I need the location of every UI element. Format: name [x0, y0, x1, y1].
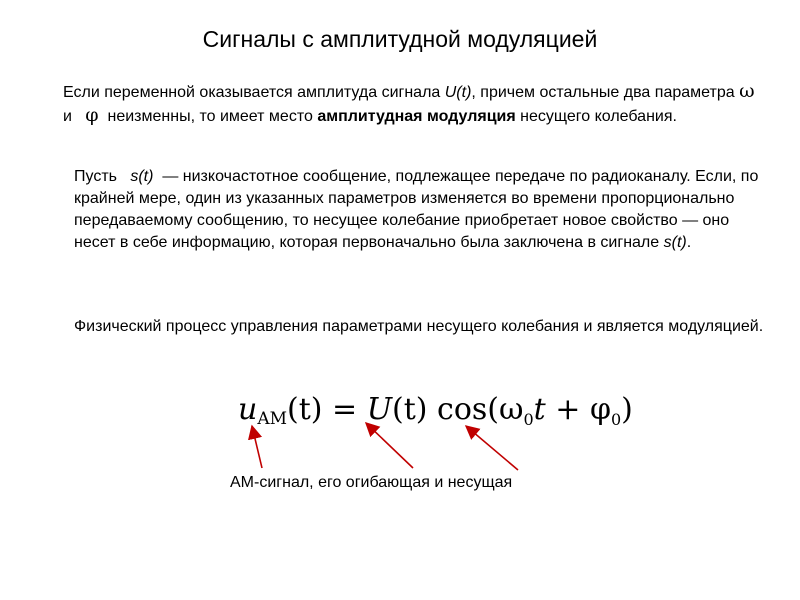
- arrow-to-am-signal: [252, 426, 262, 468]
- formula-envelope: U: [366, 392, 393, 427]
- formula-plus: +: [555, 392, 581, 427]
- formula-omega-subscript: 0: [523, 410, 534, 429]
- message-text-2: — низкочастотное сообщение, подлежащее передаче по радиоканалу. Если, по крайней мере, один из указанных параметров изменяется во времени пропорционально передаваемому сообщению, то несущее колебание приобретает новое свойство — оно несет в себе информацию, которая первоначально была заключена в сигнале: [74, 168, 759, 251]
- modulation-definition: Физический процесс управления параметрами несущего колебания и является модуляцией.: [74, 318, 764, 335]
- formula-phi-subscript: 0: [610, 410, 622, 429]
- intro-text-5: несущего колебания.: [515, 108, 677, 125]
- formula-envelope-arg: (t): [392, 392, 428, 427]
- formula-phi: φ: [589, 392, 611, 427]
- formula-t: t: [533, 392, 546, 427]
- amplitude-symbol: U(t): [444, 84, 472, 101]
- intro-text-4: неизменны, то имеет место: [103, 108, 318, 125]
- am-term: амплитудная модуляция: [317, 108, 516, 125]
- arrow-to-envelope: [366, 423, 413, 468]
- formula-lhs-arg: (t): [287, 392, 323, 427]
- formula-am-subscript: AM: [257, 409, 288, 429]
- formula-open-paren: (: [487, 392, 500, 427]
- intro-text-1: Если переменной оказывается амплитуда сигнала: [63, 84, 445, 101]
- message-text-1: Пусть: [74, 168, 122, 185]
- message-symbol-2: s(t): [663, 234, 687, 251]
- phi-symbol: φ: [85, 104, 99, 126]
- formula-equals: =: [332, 392, 358, 427]
- intro-text-3: и: [63, 108, 77, 125]
- message-text-3: .: [686, 234, 692, 251]
- formula-cos: cos: [437, 392, 488, 427]
- formula-caption: АМ-сигнал, его огибающая и несущая: [230, 474, 513, 491]
- intro-text-2: , причем остальные два параметра: [471, 84, 740, 101]
- arrow-to-carrier: [466, 426, 518, 470]
- message-symbol: s(t): [130, 168, 154, 185]
- slide-title: Сигналы с амплитудной модуляцией: [202, 26, 598, 52]
- formula-omega: ω: [499, 392, 524, 427]
- formula-u: u: [238, 392, 258, 427]
- formula-close-paren: ): [621, 392, 633, 427]
- omega-symbol: ω: [739, 80, 755, 102]
